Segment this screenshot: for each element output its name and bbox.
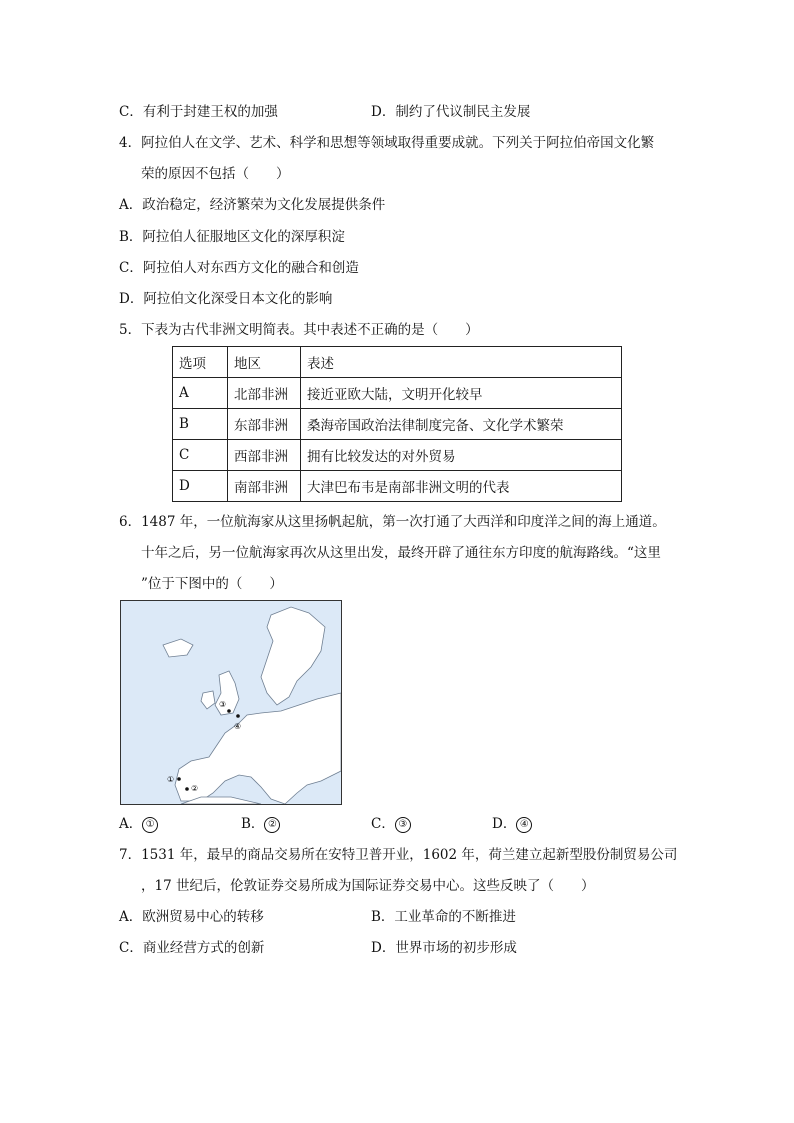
table-header-cell: 选项 bbox=[173, 347, 228, 378]
q7-option-a: A．欧洲贸易中心的转移 bbox=[119, 909, 264, 925]
q4-stem-line1: 4．阿拉伯人在文学、艺术、科学和思想等领域取得重要成就。下列关于阿拉伯帝国文化繁 bbox=[119, 135, 655, 151]
table-cell: 南部非洲 bbox=[228, 471, 301, 502]
table-row bbox=[173, 409, 622, 440]
table-row bbox=[173, 378, 622, 409]
table-cell: 西部非洲 bbox=[228, 440, 301, 471]
q6-stem-line3: ”位于下图中的（ ） bbox=[141, 576, 283, 592]
table-cell: 大津巴布韦是南部非洲文明的代表 bbox=[301, 471, 622, 502]
table-cell: 接近亚欧大陆，文明开化较早 bbox=[301, 378, 622, 409]
q6-stem-line2: 十年之后，另一位航海家再次从这里出发，最终开辟了通往东方印度的航海路线。“这里 bbox=[141, 545, 661, 561]
table-cell: A bbox=[173, 378, 228, 409]
table-cell: C bbox=[173, 440, 228, 471]
table-cell: B bbox=[173, 409, 228, 440]
table-header-cell: 表述 bbox=[301, 347, 622, 378]
q5-stem: 5．下表为古代非洲文明简表。其中表述不正确的是（ ） bbox=[119, 322, 479, 338]
table-row bbox=[173, 440, 622, 471]
q6-choice-c bbox=[371, 815, 411, 833]
q4-option-a: A．政治稳定，经济繁荣为文化发展提供条件 bbox=[119, 197, 386, 213]
q4-option-b: B．阿拉伯人征服地区文化的深厚积淀 bbox=[119, 229, 345, 245]
choice-letter: C． bbox=[371, 816, 395, 832]
europe-map-svg bbox=[121, 601, 341, 804]
table-cell: 桑海帝国政治法律制度完备、文化学术繁荣 bbox=[301, 409, 622, 440]
marker-dot-3 bbox=[227, 709, 231, 713]
q7-stem-line1: 7．1531 年，最早的商品交易所在安特卫普开业，1602 年，荷兰建立起新型股份制贸易公司 bbox=[119, 847, 678, 863]
q7-stem-line2: ，17 世纪后，伦敦证券交易所成为国际证券交易中心。这些反映了（ ） bbox=[141, 878, 595, 894]
marker-label-3: ③ bbox=[219, 700, 227, 709]
marker-label-4: ④ bbox=[234, 722, 242, 731]
africa-civilization-table bbox=[172, 346, 622, 502]
marker-label-2: ② bbox=[191, 784, 199, 793]
table-cell: 东部非洲 bbox=[228, 409, 301, 440]
marker-dot-2 bbox=[185, 787, 189, 791]
q4-option-c: C．阿拉伯人对东西方文化的融合和创造 bbox=[119, 260, 359, 276]
q3-option-d: D．制约了代议制民主发展 bbox=[371, 104, 531, 120]
choice-letter: B． bbox=[241, 816, 265, 832]
europe-map bbox=[120, 600, 342, 805]
q6-choice-a bbox=[119, 815, 158, 833]
table-cell: D bbox=[173, 471, 228, 502]
circled-number: ③ bbox=[395, 817, 411, 833]
table-header-cell: 地区 bbox=[228, 347, 301, 378]
circled-number: ② bbox=[264, 817, 280, 833]
q6-choice-d bbox=[492, 815, 532, 833]
marker-label-1: ① bbox=[167, 775, 175, 784]
q4-stem-line2: 荣的原因不包括（ ） bbox=[141, 166, 290, 182]
marker-dot-4 bbox=[236, 714, 240, 718]
circled-number: ④ bbox=[516, 817, 532, 833]
q7-option-b: B．工业革命的不断推进 bbox=[371, 909, 516, 925]
q3-option-c: C．有利于封建王权的加强 bbox=[119, 104, 278, 120]
q6-choice-b bbox=[241, 815, 280, 833]
table-cell: 拥有比较发达的对外贸易 bbox=[301, 440, 622, 471]
table-header-row bbox=[173, 347, 622, 378]
q7-option-c: C．商业经营方式的创新 bbox=[119, 940, 265, 956]
q7-option-d: D．世界市场的初步形成 bbox=[371, 940, 517, 956]
q4-option-d: D．阿拉伯文化深受日本文化的影响 bbox=[119, 291, 333, 307]
table-row bbox=[173, 471, 622, 502]
circled-number: ① bbox=[142, 817, 158, 833]
table-cell: 北部非洲 bbox=[228, 378, 301, 409]
q6-stem-line1: 6．1487 年，一位航海家从这里扬帆起航，第一次打通了大西洋和印度洋之间的海上通道。 bbox=[119, 514, 666, 530]
marker-dot-1 bbox=[177, 777, 181, 781]
choice-letter: A． bbox=[119, 816, 143, 832]
choice-letter: D． bbox=[492, 816, 517, 832]
